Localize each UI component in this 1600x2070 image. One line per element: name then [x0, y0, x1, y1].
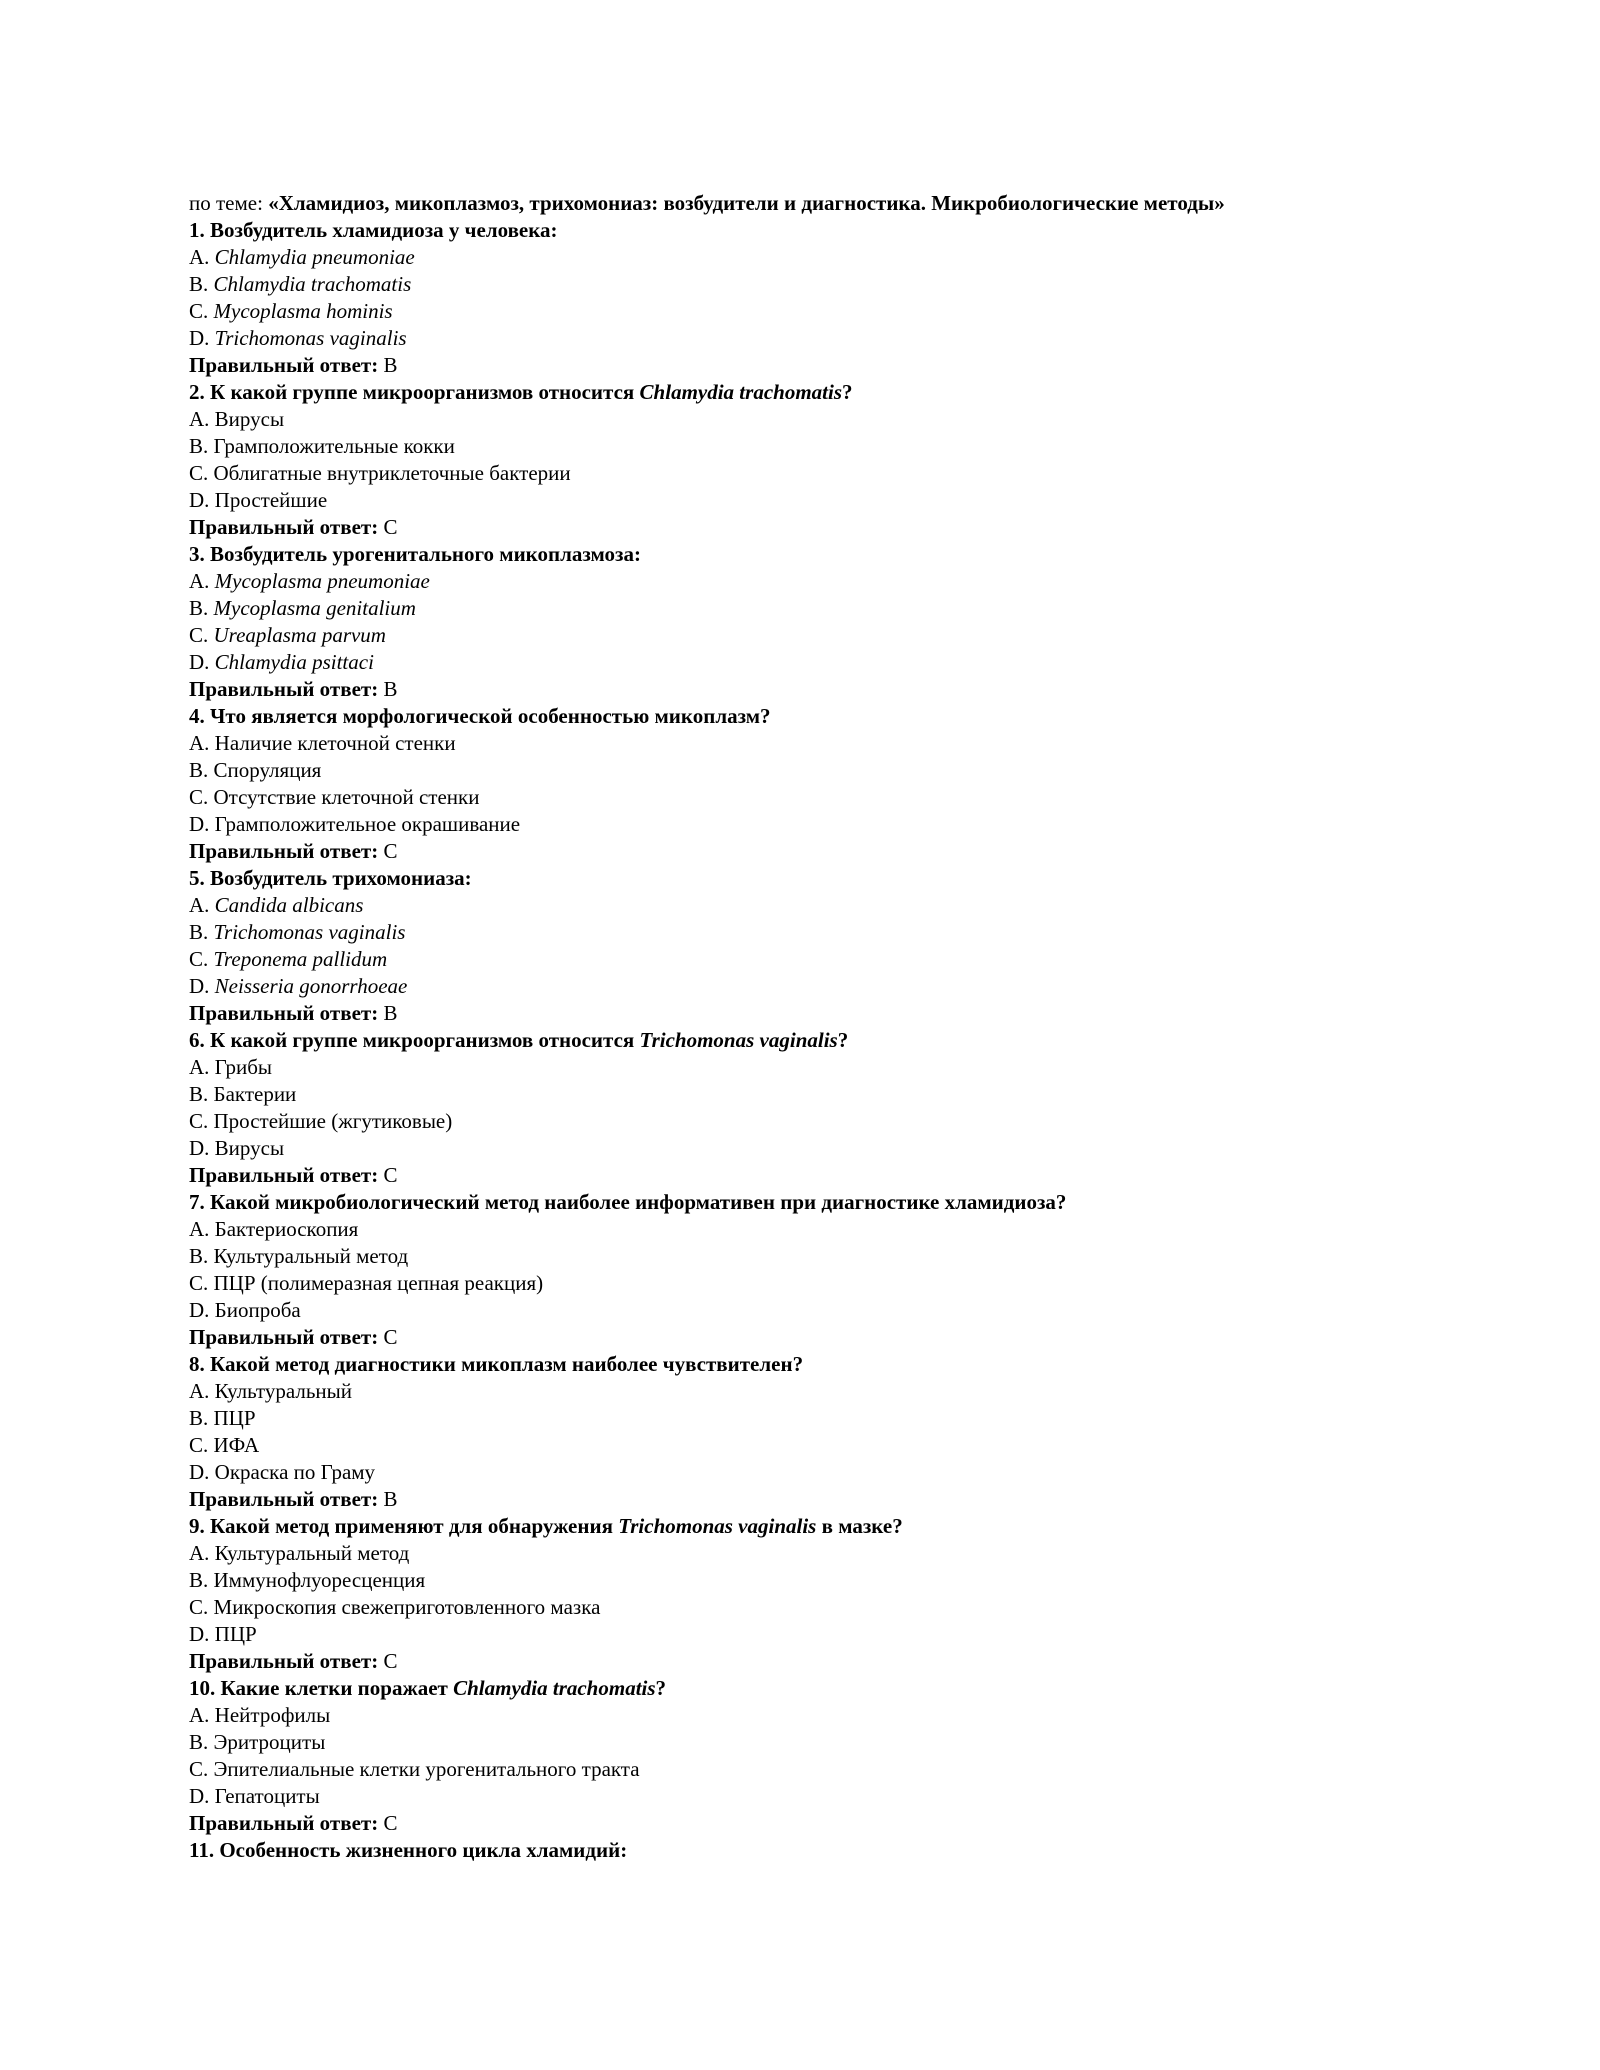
header-topic: «Хламидиоз, микоплазмоз, трихомониаз: возбудители и диагностика. Микробиологические методы» [268, 191, 1225, 215]
question-number: 11. [189, 1838, 215, 1862]
option-letter: A. [189, 893, 210, 917]
correct-answer-value: C [383, 1649, 398, 1673]
correct-answer-value: C [383, 1325, 398, 1349]
question-text-main: Какой метод применяют для обнаружения [210, 1514, 619, 1538]
option-text: Эритроциты [213, 1730, 326, 1754]
question-block [189, 217, 1449, 379]
option-letter: B. [189, 272, 209, 296]
correct-answer-value: C [383, 839, 398, 863]
correct-answer-value: C [383, 1811, 398, 1835]
question-text-main: Какой микробиологический метод наиболее информативен при диагностике хламидиоза? [210, 1190, 1067, 1214]
option-letter: B. [189, 1244, 209, 1268]
option-text: ИФА [213, 1433, 260, 1457]
correct-answer-label: Правильный ответ: [189, 1487, 379, 1511]
option-text: Эпителиальные клетки урогенитального тракта [213, 1757, 640, 1781]
answer-option [189, 433, 1449, 460]
correct-answer-label: Правильный ответ: [189, 515, 379, 539]
question-number: 3. [189, 542, 205, 566]
question-block [189, 1351, 1449, 1513]
correct-answer [189, 676, 1449, 703]
question-text-end: в мазке? [816, 1514, 903, 1538]
answer-option [189, 784, 1449, 811]
answer-option [189, 460, 1449, 487]
correct-answer-value: B [383, 677, 398, 701]
option-letter: A. [189, 1055, 210, 1079]
correct-answer-label: Правильный ответ: [189, 1811, 379, 1835]
answer-option [189, 1783, 1449, 1810]
question-block [189, 1027, 1449, 1189]
option-text: Отсутствие клеточной стенки [213, 785, 480, 809]
correct-answer [189, 1162, 1449, 1189]
option-text: Облигатные внутриклеточные бактерии [213, 461, 571, 485]
answer-option [189, 1108, 1449, 1135]
option-text: Ureaplasma parvum [213, 623, 386, 647]
answer-option [189, 622, 1449, 649]
answer-option [189, 892, 1449, 919]
question-text [189, 1351, 1449, 1378]
correct-answer-value: B [383, 1001, 398, 1025]
document-page [189, 190, 1449, 1864]
option-letter: B. [189, 1568, 209, 1592]
option-text: Гепатоциты [214, 1784, 320, 1808]
option-text: Простейшие [214, 488, 328, 512]
correct-answer-label: Правильный ответ: [189, 1163, 379, 1187]
question-text-main: Какие клетки поражает [220, 1676, 454, 1700]
answer-option [189, 973, 1449, 1000]
question-number: 9. [189, 1514, 205, 1538]
question-block [189, 703, 1449, 865]
question-text [189, 541, 1449, 568]
correct-answer-label: Правильный ответ: [189, 677, 379, 701]
answer-option [189, 1432, 1449, 1459]
correct-answer [189, 1000, 1449, 1027]
option-text: ПЦР [213, 1406, 256, 1430]
answer-option [189, 244, 1449, 271]
correct-answer-value: B [383, 353, 398, 377]
answer-option [189, 1135, 1449, 1162]
option-letter: B. [189, 596, 209, 620]
option-text: Chlamydia psittaci [214, 650, 374, 674]
correct-answer [189, 352, 1449, 379]
question-text [189, 1513, 1449, 1540]
answer-option [189, 1270, 1449, 1297]
question-number: 1. [189, 218, 205, 242]
answer-option [189, 568, 1449, 595]
option-text: Культуральный [214, 1379, 352, 1403]
option-letter: D. [189, 1136, 210, 1160]
option-text: Простейшие (жгутиковые) [213, 1109, 453, 1133]
option-letter: A. [189, 1379, 210, 1403]
question-text [189, 1675, 1449, 1702]
option-letter: D. [189, 1622, 210, 1646]
option-letter: B. [189, 1082, 209, 1106]
option-text: ПЦР [214, 1622, 257, 1646]
option-text: Грибы [214, 1055, 273, 1079]
question-number: 5. [189, 866, 205, 890]
option-text: Культуральный метод [213, 1244, 409, 1268]
correct-answer-value: C [383, 1163, 398, 1187]
option-letter: A. [189, 407, 210, 431]
option-letter: A. [189, 1703, 210, 1727]
question-text-end: ? [837, 1028, 849, 1052]
option-letter: A. [189, 1541, 210, 1565]
option-letter: B. [189, 1406, 209, 1430]
option-letter: D. [189, 650, 210, 674]
option-letter: D. [189, 812, 210, 836]
document-header [189, 190, 1449, 217]
question-species-name: Trichomonas vaginalis [618, 1514, 817, 1538]
option-letter: C. [189, 1109, 209, 1133]
answer-option [189, 1081, 1449, 1108]
option-letter: C. [189, 1595, 209, 1619]
option-letter: C. [189, 461, 209, 485]
question-text-main: Что является морфологической особенностью микоплазм? [210, 704, 771, 728]
option-letter: C. [189, 623, 209, 647]
answer-option [189, 1297, 1449, 1324]
answer-option [189, 1702, 1449, 1729]
option-text: Candida albicans [214, 893, 364, 917]
question-text [189, 1027, 1449, 1054]
correct-answer-value: C [383, 515, 398, 539]
option-text: Neisseria gonorrhoeae [214, 974, 408, 998]
option-text: Вирусы [214, 1136, 285, 1160]
answer-option [189, 1054, 1449, 1081]
option-text: Грамположительные кокки [213, 434, 455, 458]
option-letter: B. [189, 920, 209, 944]
option-text: Mycoplasma hominis [213, 299, 393, 323]
answer-option [189, 730, 1449, 757]
question-number: 8. [189, 1352, 205, 1376]
question-text [189, 1837, 1449, 1864]
question-block [189, 1189, 1449, 1351]
answer-option [189, 811, 1449, 838]
answer-option [189, 298, 1449, 325]
correct-answer-label: Правильный ответ: [189, 1325, 379, 1349]
question-species-name: Trichomonas vaginalis [639, 1028, 838, 1052]
correct-answer-label: Правильный ответ: [189, 839, 379, 863]
option-text: Trichomonas vaginalis [213, 920, 406, 944]
answer-option [189, 406, 1449, 433]
correct-answer [189, 1648, 1449, 1675]
question-text-main: Возбудитель урогенитального микоплазмоза: [210, 542, 641, 566]
option-text: Биопроба [214, 1298, 301, 1322]
answer-option [189, 1594, 1449, 1621]
answer-option [189, 1729, 1449, 1756]
correct-answer [189, 1810, 1449, 1837]
question-text [189, 379, 1449, 406]
correct-answer [189, 514, 1449, 541]
option-text: Микроскопия свежеприготовленного мазка [213, 1595, 601, 1619]
answer-option [189, 271, 1449, 298]
option-letter: D. [189, 488, 210, 512]
option-text: ПЦР (полимеразная цепная реакция) [213, 1271, 544, 1295]
option-text: Культуральный метод [214, 1541, 410, 1565]
question-block [189, 865, 1449, 1027]
option-letter: D. [189, 1460, 210, 1484]
option-text: Нейтрофилы [214, 1703, 331, 1727]
question-block [189, 1837, 1449, 1864]
option-text: Mycoplasma genitalium [213, 596, 416, 620]
option-letter: D. [189, 974, 210, 998]
answer-option [189, 1621, 1449, 1648]
option-letter: C. [189, 1757, 209, 1781]
question-number: 4. [189, 704, 205, 728]
question-block [189, 379, 1449, 541]
option-text: Mycoplasma pneumoniae [214, 569, 430, 593]
correct-answer-label: Правильный ответ: [189, 353, 379, 377]
option-text: Споруляция [213, 758, 322, 782]
option-text: Бактерии [213, 1082, 297, 1106]
question-block [189, 1513, 1449, 1675]
option-letter: C. [189, 1271, 209, 1295]
option-letter: C. [189, 947, 209, 971]
answer-option [189, 1567, 1449, 1594]
option-text: Trichomonas vaginalis [214, 326, 407, 350]
option-letter: B. [189, 1730, 209, 1754]
header-prefix: по теме: [189, 191, 269, 215]
question-text [189, 703, 1449, 730]
answer-option [189, 757, 1449, 784]
question-text-end: ? [842, 380, 853, 404]
question-number: 7. [189, 1190, 205, 1214]
question-list [189, 217, 1449, 1864]
correct-answer [189, 1486, 1449, 1513]
option-letter: C. [189, 299, 209, 323]
question-number: 2. [189, 380, 205, 404]
correct-answer-value: B [383, 1487, 398, 1511]
option-letter: A. [189, 1217, 210, 1241]
option-text: Вирусы [214, 407, 285, 431]
option-letter: D. [189, 326, 210, 350]
answer-option [189, 1243, 1449, 1270]
question-text-main: Возбудитель трихомониаза: [210, 866, 472, 890]
option-letter: D. [189, 1298, 210, 1322]
option-text: Treponema pallidum [213, 947, 388, 971]
answer-option [189, 1216, 1449, 1243]
question-text-main: Какой метод диагностики микоплазм наиболее чувствителен? [210, 1352, 804, 1376]
question-species-name: Chlamydia trachomatis [453, 1676, 656, 1700]
option-letter: B. [189, 434, 209, 458]
option-text: Грамположительное окрашивание [214, 812, 521, 836]
answer-option [189, 946, 1449, 973]
option-text: Наличие клеточной стенки [214, 731, 456, 755]
answer-option [189, 1540, 1449, 1567]
option-letter: A. [189, 569, 210, 593]
question-text-end: ? [655, 1676, 667, 1700]
option-text: Окраска по Граму [214, 1460, 376, 1484]
question-text [189, 865, 1449, 892]
question-text [189, 1189, 1449, 1216]
correct-answer [189, 1324, 1449, 1351]
question-text-main: Возбудитель хламидиоза у человека: [210, 218, 558, 242]
question-number: 6. [189, 1028, 205, 1052]
question-text [189, 217, 1449, 244]
option-letter: D. [189, 1784, 210, 1808]
question-text-main: К какой группе микроорганизмов относится [210, 380, 640, 404]
question-species-name: Chlamydia trachomatis [639, 380, 842, 404]
answer-option [189, 595, 1449, 622]
answer-option [189, 919, 1449, 946]
answer-option [189, 649, 1449, 676]
option-text: Бактериоскопия [214, 1217, 359, 1241]
option-text: Иммунофлуоресценция [213, 1568, 426, 1592]
option-letter: C. [189, 785, 209, 809]
option-text: Chlamydia trachomatis [213, 272, 412, 296]
answer-option [189, 1756, 1449, 1783]
option-letter: B. [189, 758, 209, 782]
option-text: Chlamydia pneumoniae [214, 245, 415, 269]
question-block [189, 541, 1449, 703]
answer-option [189, 1405, 1449, 1432]
correct-answer [189, 838, 1449, 865]
question-text-main: К какой группе микроорганизмов относится [210, 1028, 640, 1052]
correct-answer-label: Правильный ответ: [189, 1649, 379, 1673]
answer-option [189, 487, 1449, 514]
question-block [189, 1675, 1449, 1837]
option-letter: A. [189, 245, 210, 269]
option-letter: A. [189, 731, 210, 755]
answer-option [189, 325, 1449, 352]
correct-answer-label: Правильный ответ: [189, 1001, 379, 1025]
option-letter: C. [189, 1433, 209, 1457]
question-text-main: Особенность жизненного цикла хламидий: [219, 1838, 628, 1862]
question-number: 10. [189, 1676, 216, 1700]
answer-option [189, 1459, 1449, 1486]
answer-option [189, 1378, 1449, 1405]
